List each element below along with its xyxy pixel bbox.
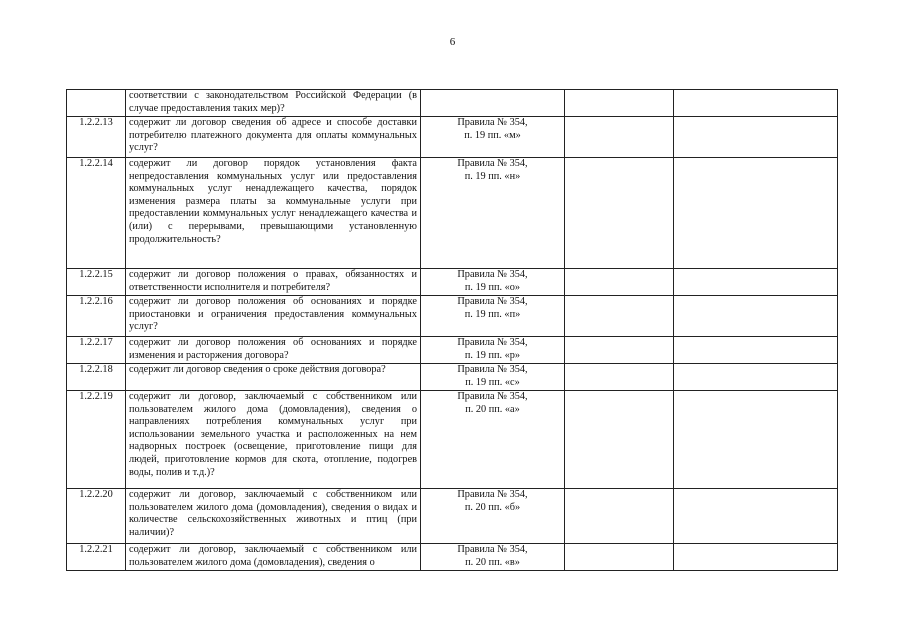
item-number: 1.2.2.13 xyxy=(67,117,126,158)
note-cell xyxy=(674,391,838,489)
item-number: 1.2.2.18 xyxy=(67,364,126,391)
table-row xyxy=(67,90,838,117)
item-number: 1.2.2.17 xyxy=(67,337,126,364)
legal-reference xyxy=(421,337,565,364)
reference-line-1: Правила № 354, xyxy=(457,364,528,375)
note-cell xyxy=(674,296,838,337)
question-text: содержит ли договор положения об основаниях и порядке приостановки и ограничения предоставления коммунальных услуг? xyxy=(126,296,421,337)
answer-cell xyxy=(565,337,674,364)
checklist-table xyxy=(66,89,838,571)
reference-line-1: Правила № 354, xyxy=(457,544,528,555)
reference-line-1: Правила № 354, xyxy=(457,269,528,280)
table-row xyxy=(67,337,838,364)
reference-line-1: Правила № 354, xyxy=(457,117,528,128)
item-number: 1.2.2.19 xyxy=(67,391,126,489)
answer-cell xyxy=(565,391,674,489)
reference-line-2: п. 19 пп. «с» xyxy=(465,376,520,388)
answer-cell xyxy=(565,296,674,337)
answer-cell xyxy=(565,489,674,544)
legal-reference xyxy=(421,269,565,296)
question-text: содержит ли договор положения о правах, обязанностях и ответственности исполнителя и потребителя? xyxy=(126,269,421,296)
table-row xyxy=(67,296,838,337)
question-text: содержит ли договор, заключаемый с собственником или пользователем жилого дома (домовладения), сведения о xyxy=(126,544,421,571)
reference-line-1: Правила № 354, xyxy=(457,337,528,348)
reference-line-1: Правила № 354, xyxy=(457,489,528,500)
note-cell xyxy=(674,489,838,544)
question-text: содержит ли договор сведения об адресе и способе доставки потребителю платежного документа для оплаты коммунальных услуг? xyxy=(126,117,421,158)
item-number xyxy=(67,90,126,117)
question-text: содержит ли договор положения об основаниях и порядке изменения и расторжения договора? xyxy=(126,337,421,364)
reference-line-1: Правила № 354, xyxy=(457,158,528,169)
reference-line-2: п. 20 пп. «а» xyxy=(465,403,520,415)
note-cell xyxy=(674,90,838,117)
note-cell xyxy=(674,337,838,364)
question-text: содержит ли договор порядок установления факта непредоставления коммунальных услуг или предоставления коммунальных услуг ненадлежащего качества, порядок изменения размера платы за коммунальные услуги при предоставлении коммунальных услуг ненадлежащего качества и (или) с перерывами, превышающими установленную продолжительность? xyxy=(126,158,421,269)
reference-line-2: п. 19 пп. «п» xyxy=(464,308,521,320)
table-row xyxy=(67,489,838,544)
reference-line-2: п. 19 пп. «р» xyxy=(464,349,521,361)
page-number: 6 xyxy=(449,36,456,48)
question-text: содержит ли договор, заключаемый с собственником или пользователем жилого дома (домовладения), сведения о направлениях потребления коммунальных услуг при использовании земельного участка и расположенных на нем надворных построек (освещение, приготовление пищи для людей, приготовление кормов для скота, отопление, подогрев воды, полив и т.д.)? xyxy=(126,391,421,489)
table-row xyxy=(67,269,838,296)
answer-cell xyxy=(565,117,674,158)
question-text: соответствии с законодательством Российской Федерации (в случае предоставления таких мер)? xyxy=(126,90,421,117)
answer-cell xyxy=(565,544,674,571)
item-number: 1.2.2.21 xyxy=(67,544,126,571)
answer-cell xyxy=(565,269,674,296)
legal-reference xyxy=(421,90,565,117)
legal-reference xyxy=(421,364,565,391)
legal-reference xyxy=(421,296,565,337)
table-row xyxy=(67,364,838,391)
question-text: содержит ли договор сведения о сроке действия договора? xyxy=(126,364,421,391)
note-cell xyxy=(674,269,838,296)
reference-line-1: Правила № 354, xyxy=(457,391,528,402)
reference-line-2: п. 20 пп. «б» xyxy=(464,501,521,513)
answer-cell xyxy=(565,90,674,117)
table-row xyxy=(67,391,838,489)
note-cell xyxy=(674,158,838,269)
note-cell xyxy=(674,117,838,158)
item-number: 1.2.2.15 xyxy=(67,269,126,296)
legal-reference xyxy=(421,544,565,571)
table-row xyxy=(67,117,838,158)
answer-cell xyxy=(565,364,674,391)
reference-line-2: п. 19 пп. «о» xyxy=(464,281,521,293)
item-number: 1.2.2.14 xyxy=(67,158,126,269)
reference-line-2: п. 19 пп. «н» xyxy=(464,170,521,182)
table-row xyxy=(67,544,838,571)
table-row xyxy=(67,158,838,269)
item-number: 1.2.2.20 xyxy=(67,489,126,544)
legal-reference xyxy=(421,158,565,269)
reference-line-2: п. 19 пп. «м» xyxy=(464,129,521,141)
question-text: содержит ли договор, заключаемый с собственником или пользователем жилого дома (домовладения), сведения о видах и количестве сельскохозяйственных животных и птиц (при наличии)? xyxy=(126,489,421,544)
legal-reference xyxy=(421,391,565,489)
reference-line-2: п. 20 пп. «в» xyxy=(465,556,520,568)
note-cell xyxy=(674,544,838,571)
legal-reference xyxy=(421,117,565,158)
answer-cell xyxy=(565,158,674,269)
item-number: 1.2.2.16 xyxy=(67,296,126,337)
note-cell xyxy=(674,364,838,391)
reference-line-1: Правила № 354, xyxy=(457,296,528,307)
legal-reference xyxy=(421,489,565,544)
